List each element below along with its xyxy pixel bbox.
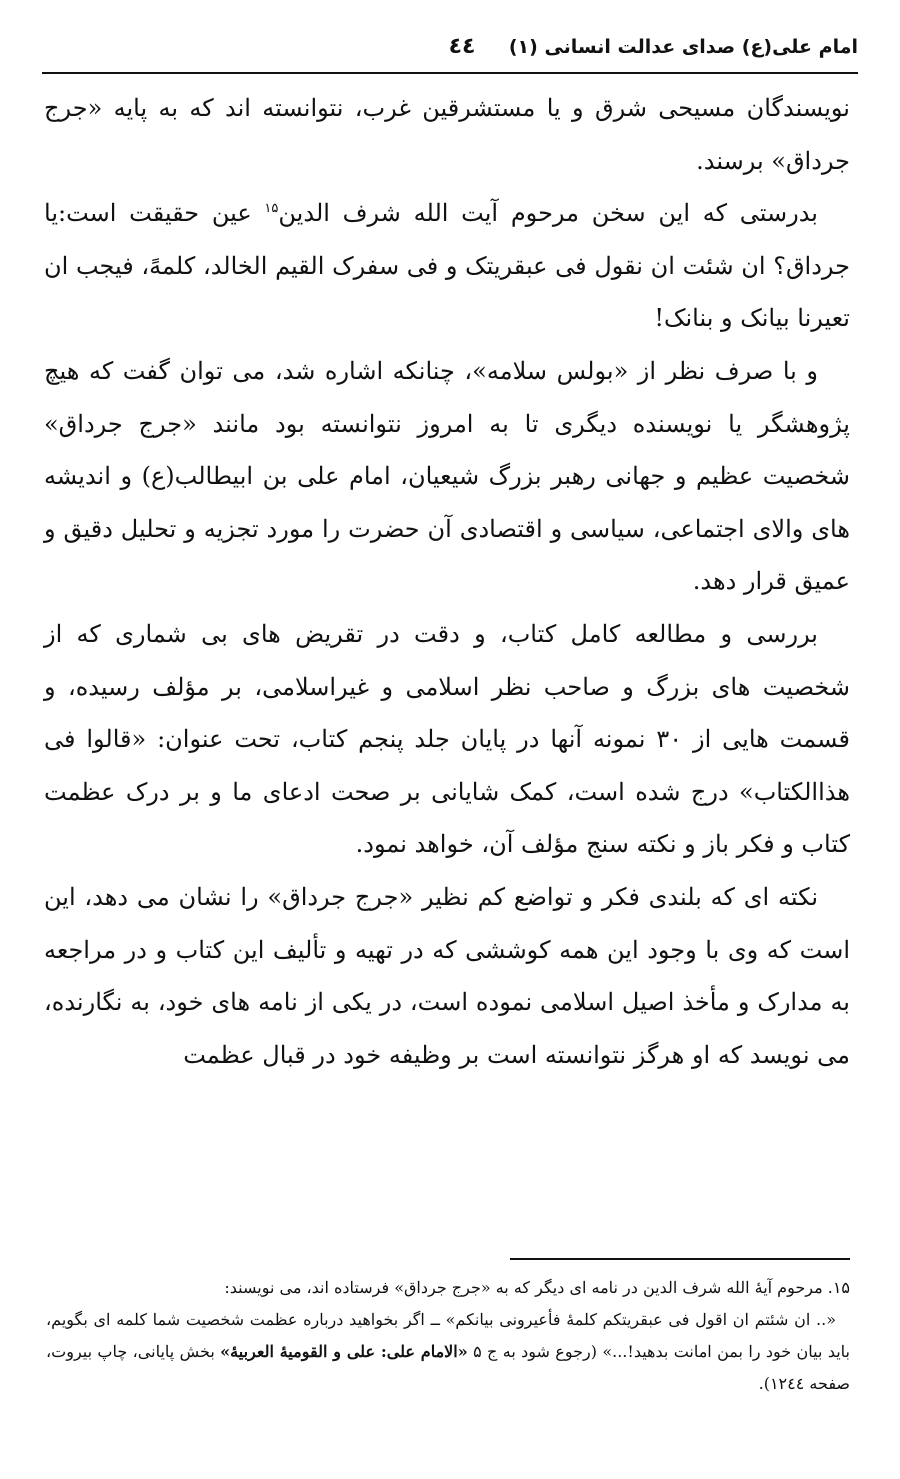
paragraph-4: بررسی و مطالعه کامل کتاب، و دقت در تقریض های بی شماری که از شخصیت های بزرگ و صاحب نظر اسلامی و غیراسلامی، بر مؤلف رسیده، و قسمت هایی از ۳۰ نمونه آنها در پایان جلد پنجم کتاب، تحت عنوان: «قالوا فی هذاالکتاب» درج شده است، کمک شایانی بر صحت ادعای ما و بر درک عظمت کتاب و فکر باز و نکته سنج مؤلف آن، خواهد نمود. [44,619,850,859]
header-rule [42,72,858,74]
page-number: ٤٤ [448,34,476,59]
footnote-15-quote-a: «.. ان شئتم ان اقول فی عبقریتکم کلمهٔ فأعیرونی بیانکم» ــ اگر بخواهید درباره عظمت شخصیت شما کلمه ای بگویم، باید بیان خود را بمن امانت بدهید!...» (رجوع شود به ج ۵ [46,1310,851,1361]
footnote-15-line-1: ۱۵. مرحوم آیهٔ الله شرف الدین در نامه ای دیگر که به «جرج جرداق» فرستاده اند، می نویسند: [224,1278,850,1297]
footnote-15-quote-b: بخش پایانی، چاپ بیروت، صفحه ۱۲٤٤). [46,1342,850,1393]
paragraph-1: نویسندگان مسیحی شرق و یا مستشرقین غرب، نتوانسته اند که به پایه «جرج جرداق» برسند. [44,94,850,175]
paragraph-2-start: بدرستی که این سخن مرحوم آیت الله شرف الدین [278,199,818,228]
main-text [44,82,850,1081]
footnote-ref-15[interactable]: ۱۵ [264,201,279,217]
page-header [42,26,858,70]
footnotes [46,1272,850,1400]
paragraph-5: نکته ای که بلندی فکر و تواضع کم نظیر «جرج جرداق» را نشان می دهد، این است که وی با وجود این همه کوششی که در تهیه و تألیف این کتاب و در مراجعه به مدارک و مأخذ اصیل اسلامی نموده است، در یکی از نامه های خود، به نگارنده، می نویسد که او هرگز نتوانسته است بر وظیفه خود در قبال عظمت [44,882,851,1069]
footnote-rule [510,1258,850,1260]
paragraph-2 [44,187,850,345]
running-title: امام علی(ع) صدای عدالت انسانی (۱) [508,36,858,58]
footnote-15-quote [46,1304,850,1400]
paragraph-3: و با صرف نظر از «بولس سلامه»، چنانکه اشاره شد، می توان گفت که هیچ پژوهشگر یا نویسنده دیگری تا به امروز نتوانسته بود مانند «جرج جرداق» شخصیت عظیم و جهانی رهبر بزرگ شیعیان، امام علی بن ابیطالب(ع) و اندیشه های والای اجتماعی، سیاسی و اقتصادی آن حضرت را مورد تجزیه و تحلیل دقیق و عمیق قرار دهد. [44,356,850,596]
paragraph-2-end: عین حقیقت است:یا جرداق؟ ان شئت ان نقول فی عبقریتک و فی سفرک القیم الخالد، کلمهً، فیجب ان تعیرنا بیانک و بنانک! [44,199,850,333]
footnote-15-book-title: «الامام علی: علی و القومیهٔ العربیهٔ» [220,1342,468,1361]
